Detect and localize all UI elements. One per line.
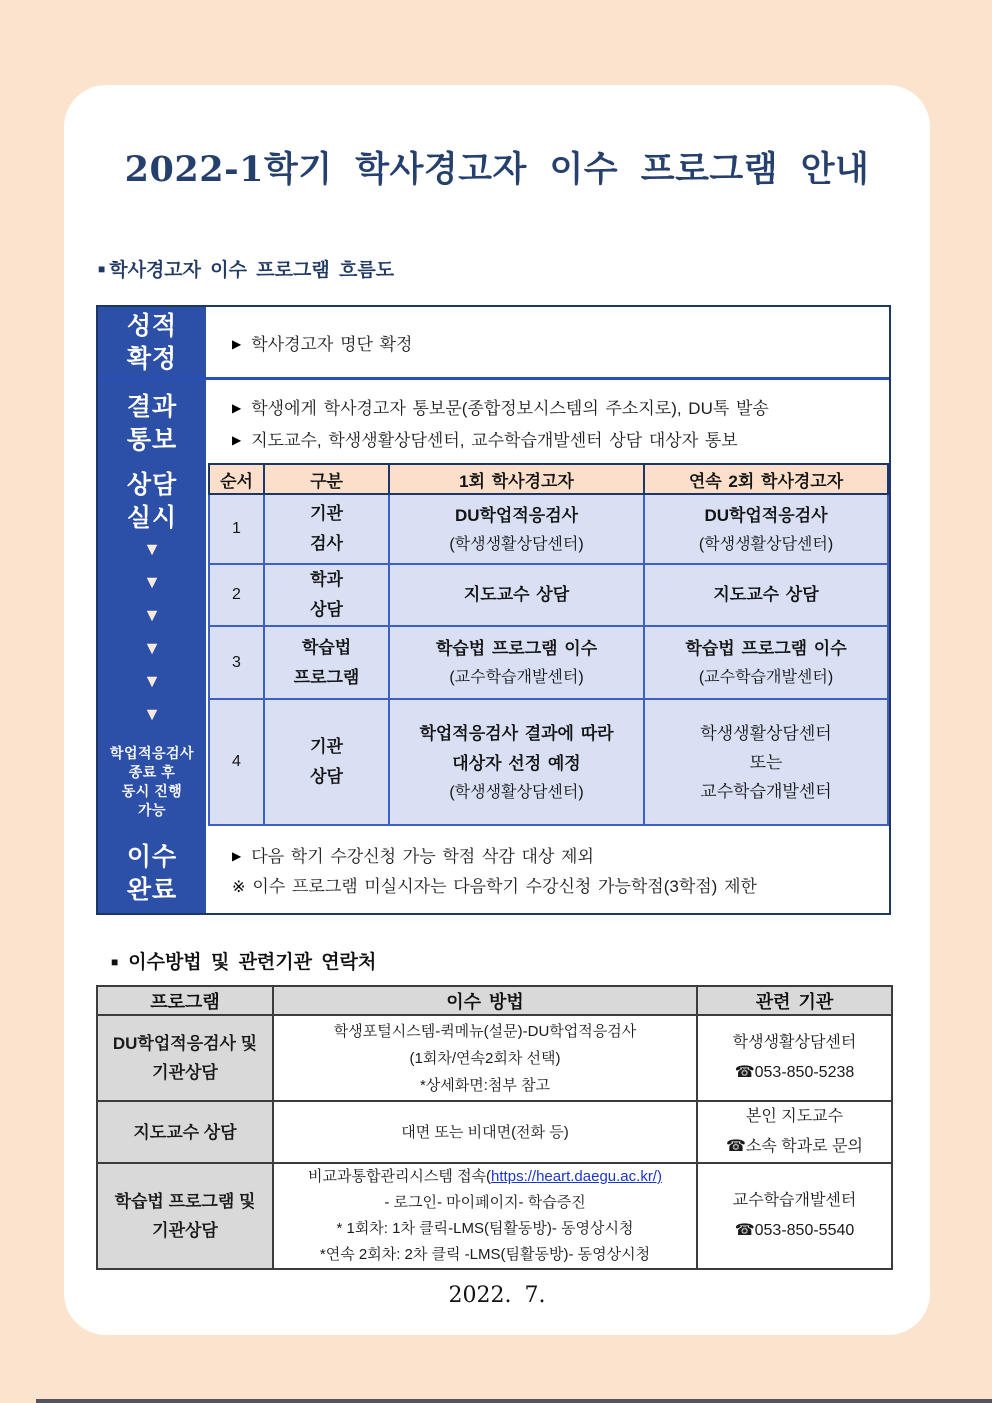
program-cell: [97, 1015, 273, 1101]
counsel-schedule-table: [208, 463, 889, 826]
flow-text-line: [232, 872, 889, 897]
organization-name: 학생생활상담센터: [732, 1034, 857, 1051]
category-cell: [264, 626, 389, 699]
complete-line1-text: 다음 학기 수강신청 가능 학점 삭감 대상 제외: [251, 847, 594, 866]
table-row: [97, 1015, 892, 1101]
program-line: DU학업적응검사 및: [112, 1034, 258, 1053]
contact-table: [96, 985, 893, 1270]
flow-row-notify: [206, 380, 889, 464]
category-line: 기관: [310, 504, 343, 523]
category-cell: [264, 494, 389, 564]
cell-main-text: DU학업적응검사: [704, 505, 828, 525]
first-warning-cell: [389, 699, 644, 825]
flow-row-complete: [206, 826, 889, 913]
sidebar-note-line: 가능: [137, 802, 167, 818]
flow-sidebar: [98, 307, 206, 913]
cell-text: 학생생활상담센터: [700, 723, 832, 743]
organization-cell: [697, 1015, 892, 1101]
document-card: [64, 85, 930, 1335]
order-cell: 3: [209, 626, 264, 699]
arrow-right-icon: ▶: [232, 336, 242, 351]
cell-main-text: 학습법 프로그램 이수: [685, 639, 847, 658]
grade-content-text: 학사경고자 명단 확정: [251, 334, 413, 354]
footer-date: 2022. 7.: [448, 1283, 546, 1308]
cell-text: 교수학습개발센터: [700, 781, 832, 801]
page-bottom-edge: [36, 1399, 992, 1403]
program-line: 기관상담: [152, 1063, 218, 1082]
flow-text-line: [232, 426, 889, 451]
step-label: 확정: [126, 345, 178, 373]
down-arrow-icon: ▼: [143, 605, 161, 625]
cell-main-text: 지도교수 상담: [463, 585, 570, 604]
down-arrow-icon: ▼: [143, 704, 161, 724]
sidebar-step-counsel: [98, 469, 206, 535]
flow-divider-line: [98, 377, 889, 380]
table-row: [209, 699, 888, 825]
contact-section-heading-text: 이수방법 및 관련기관 연락처: [128, 952, 377, 973]
down-arrow-icon: ▼: [143, 539, 161, 559]
order-cell: 1: [209, 494, 264, 564]
second-warning-cell: [644, 626, 888, 699]
header-second-warning: 연속 2회 학사경고자: [644, 464, 888, 494]
table-header-row: [97, 986, 892, 1015]
method-cell: [273, 1163, 697, 1269]
step-label: 결과: [126, 393, 178, 421]
sidebar-step-complete: [98, 840, 206, 908]
flow-row-grade: [206, 307, 889, 377]
down-arrow-icon: ▼: [143, 638, 161, 658]
category-line: 프로그램: [293, 667, 360, 687]
method-line: - 로그인- 마이페이지- 학습증진: [384, 1194, 586, 1211]
arrow-right-icon: ▶: [232, 400, 242, 415]
method-line: [274, 1164, 696, 1190]
category-line: 상담: [310, 767, 343, 786]
contact-section-heading: [111, 947, 376, 974]
flow-table: [96, 305, 891, 915]
table-row: [209, 564, 888, 626]
second-warning-cell: [644, 564, 888, 626]
down-arrow-icon: ▼: [143, 671, 161, 691]
phone-number: ☎053-850-5540: [734, 1222, 855, 1239]
flow-arrows: [98, 533, 206, 731]
cell-main-text: DU학업적응검사: [454, 505, 579, 525]
header-first-warning: 1회 학사경고자: [389, 464, 644, 494]
cell-sub-text: (학생생활상담센터): [698, 535, 834, 553]
method-line: (1회차/연속2회차 선택): [409, 1049, 561, 1067]
method-line: * 1회차: 1차 클릭-LMS(팀활동방)- 동영상시청: [336, 1220, 634, 1237]
step-label: 성적: [126, 312, 178, 340]
notify-line2-text: 지도교수, 학생생활상담센터, 교수학습개발센터 상담 대상자 통보: [251, 430, 738, 450]
sidebar-note-line: 동시 진행: [121, 783, 183, 799]
category-cell: [264, 564, 389, 626]
method-line: *연속 2회차: 2차 클릭 -LMS(팀활동방)- 동영상시청: [319, 1246, 651, 1263]
first-warning-cell: [389, 626, 644, 699]
step-label: 이수: [126, 843, 178, 871]
reference-mark-icon: ※: [232, 879, 246, 896]
step-label: 통보: [126, 426, 178, 454]
method-line: 학생포털시스템-퀵메뉴(설문)-DU학업적응검사: [333, 1022, 637, 1040]
organization-name: 교수학습개발센터: [732, 1192, 857, 1209]
flow-text-line: [232, 330, 889, 355]
square-bullet-icon: ■: [98, 262, 106, 276]
order-cell: 4: [209, 699, 264, 825]
step-label: 완료: [126, 876, 178, 904]
cell-sub-text: (교수학습개발센터): [698, 669, 834, 686]
notify-line1-text: 학생에게 학사경고자 통보문(종합정보시스템의 주소지로), DU톡 발송: [251, 398, 769, 418]
header-order: 순서: [209, 464, 264, 494]
category-line: 기관: [310, 737, 343, 756]
organization-name: 본인 지도교수: [745, 1108, 844, 1125]
table-header-row: [209, 464, 888, 494]
flow-text-line: [232, 394, 889, 419]
header-category: 구분: [264, 464, 389, 494]
sidebar-note: [98, 744, 206, 820]
method-cell: 대면 또는 비대면(전화 등): [273, 1101, 697, 1163]
flow-section-heading-text: 학사경고자 이수 프로그램 흐름도: [109, 260, 395, 281]
first-warning-cell: [389, 494, 644, 564]
table-row: [97, 1101, 892, 1163]
phone-number: ☎053-850-5238: [734, 1064, 855, 1081]
cell-text: 또는: [749, 752, 783, 772]
sidebar-note-line: 학업적응검사: [109, 745, 195, 761]
cell-sub-text: (학생생활상담센터): [449, 783, 584, 801]
order-cell: 2: [209, 564, 264, 626]
sidebar-step-notify: [98, 384, 206, 464]
cell-main-text: 지도교수 상담: [713, 585, 819, 604]
cell-sub-text: (학생생활상담센터): [449, 535, 584, 553]
program-cell: 지도교수 상담: [97, 1101, 273, 1163]
first-warning-cell: [389, 564, 644, 626]
method-line: *상세화면:첨부 참고: [419, 1076, 551, 1094]
step-label: 상담: [126, 471, 178, 499]
complete-line2-text: 이수 프로그램 미실시자는 다음학기 수강신청 가능학점(3학점) 제한: [252, 877, 757, 896]
category-cell: [264, 699, 389, 825]
heart-system-link[interactable]: https://heart.daegu.ac.kr/): [491, 1168, 662, 1185]
cell-main-text: 학업적응검사 결과에 따라: [419, 723, 614, 743]
cell-main-text: 대상자 선정 예정: [452, 753, 581, 773]
method-cell: [273, 1015, 697, 1101]
organization-cell: [697, 1163, 892, 1269]
header-method: 이수 방법: [273, 986, 697, 1015]
second-warning-cell: [644, 494, 888, 564]
category-line: 학과: [310, 570, 343, 589]
phone-number: ☎소속 학과로 문의: [725, 1138, 863, 1155]
category-line: 검사: [310, 534, 343, 553]
flow-text-line: [232, 842, 889, 867]
cell-main-text: 학습법 프로그램 이수: [435, 639, 598, 658]
table-row: [209, 494, 888, 564]
arrow-right-icon: ▶: [232, 432, 242, 447]
organization-cell: [697, 1101, 892, 1163]
sidebar-note-line: 종료 후: [128, 764, 176, 780]
square-bullet-icon: ■: [111, 955, 119, 969]
second-warning-cell: [644, 699, 888, 825]
sidebar-step-grade: [98, 309, 206, 377]
program-line: 학습법 프로그램 및: [114, 1192, 256, 1211]
table-row: [97, 1163, 892, 1269]
header-organization: 관련 기관: [697, 986, 892, 1015]
down-arrow-icon: ▼: [143, 572, 161, 592]
flow-section-heading: [98, 255, 394, 282]
page-title: 2022-1학기 학사경고자 이수 프로그램 안내: [124, 149, 870, 190]
method-link-prefix: 비교과통합관리시스템 접속(: [308, 1168, 492, 1185]
category-line: 학습법: [301, 637, 352, 657]
step-label: 실시: [126, 504, 178, 532]
cell-sub-text: (교수학습개발센터): [449, 669, 584, 686]
table-row: [209, 626, 888, 699]
program-cell: [97, 1163, 273, 1269]
category-line: 상담: [310, 600, 343, 619]
header-program: 프로그램: [97, 986, 273, 1015]
program-line: 기관상담: [152, 1221, 218, 1240]
arrow-right-icon: ▶: [232, 849, 242, 863]
